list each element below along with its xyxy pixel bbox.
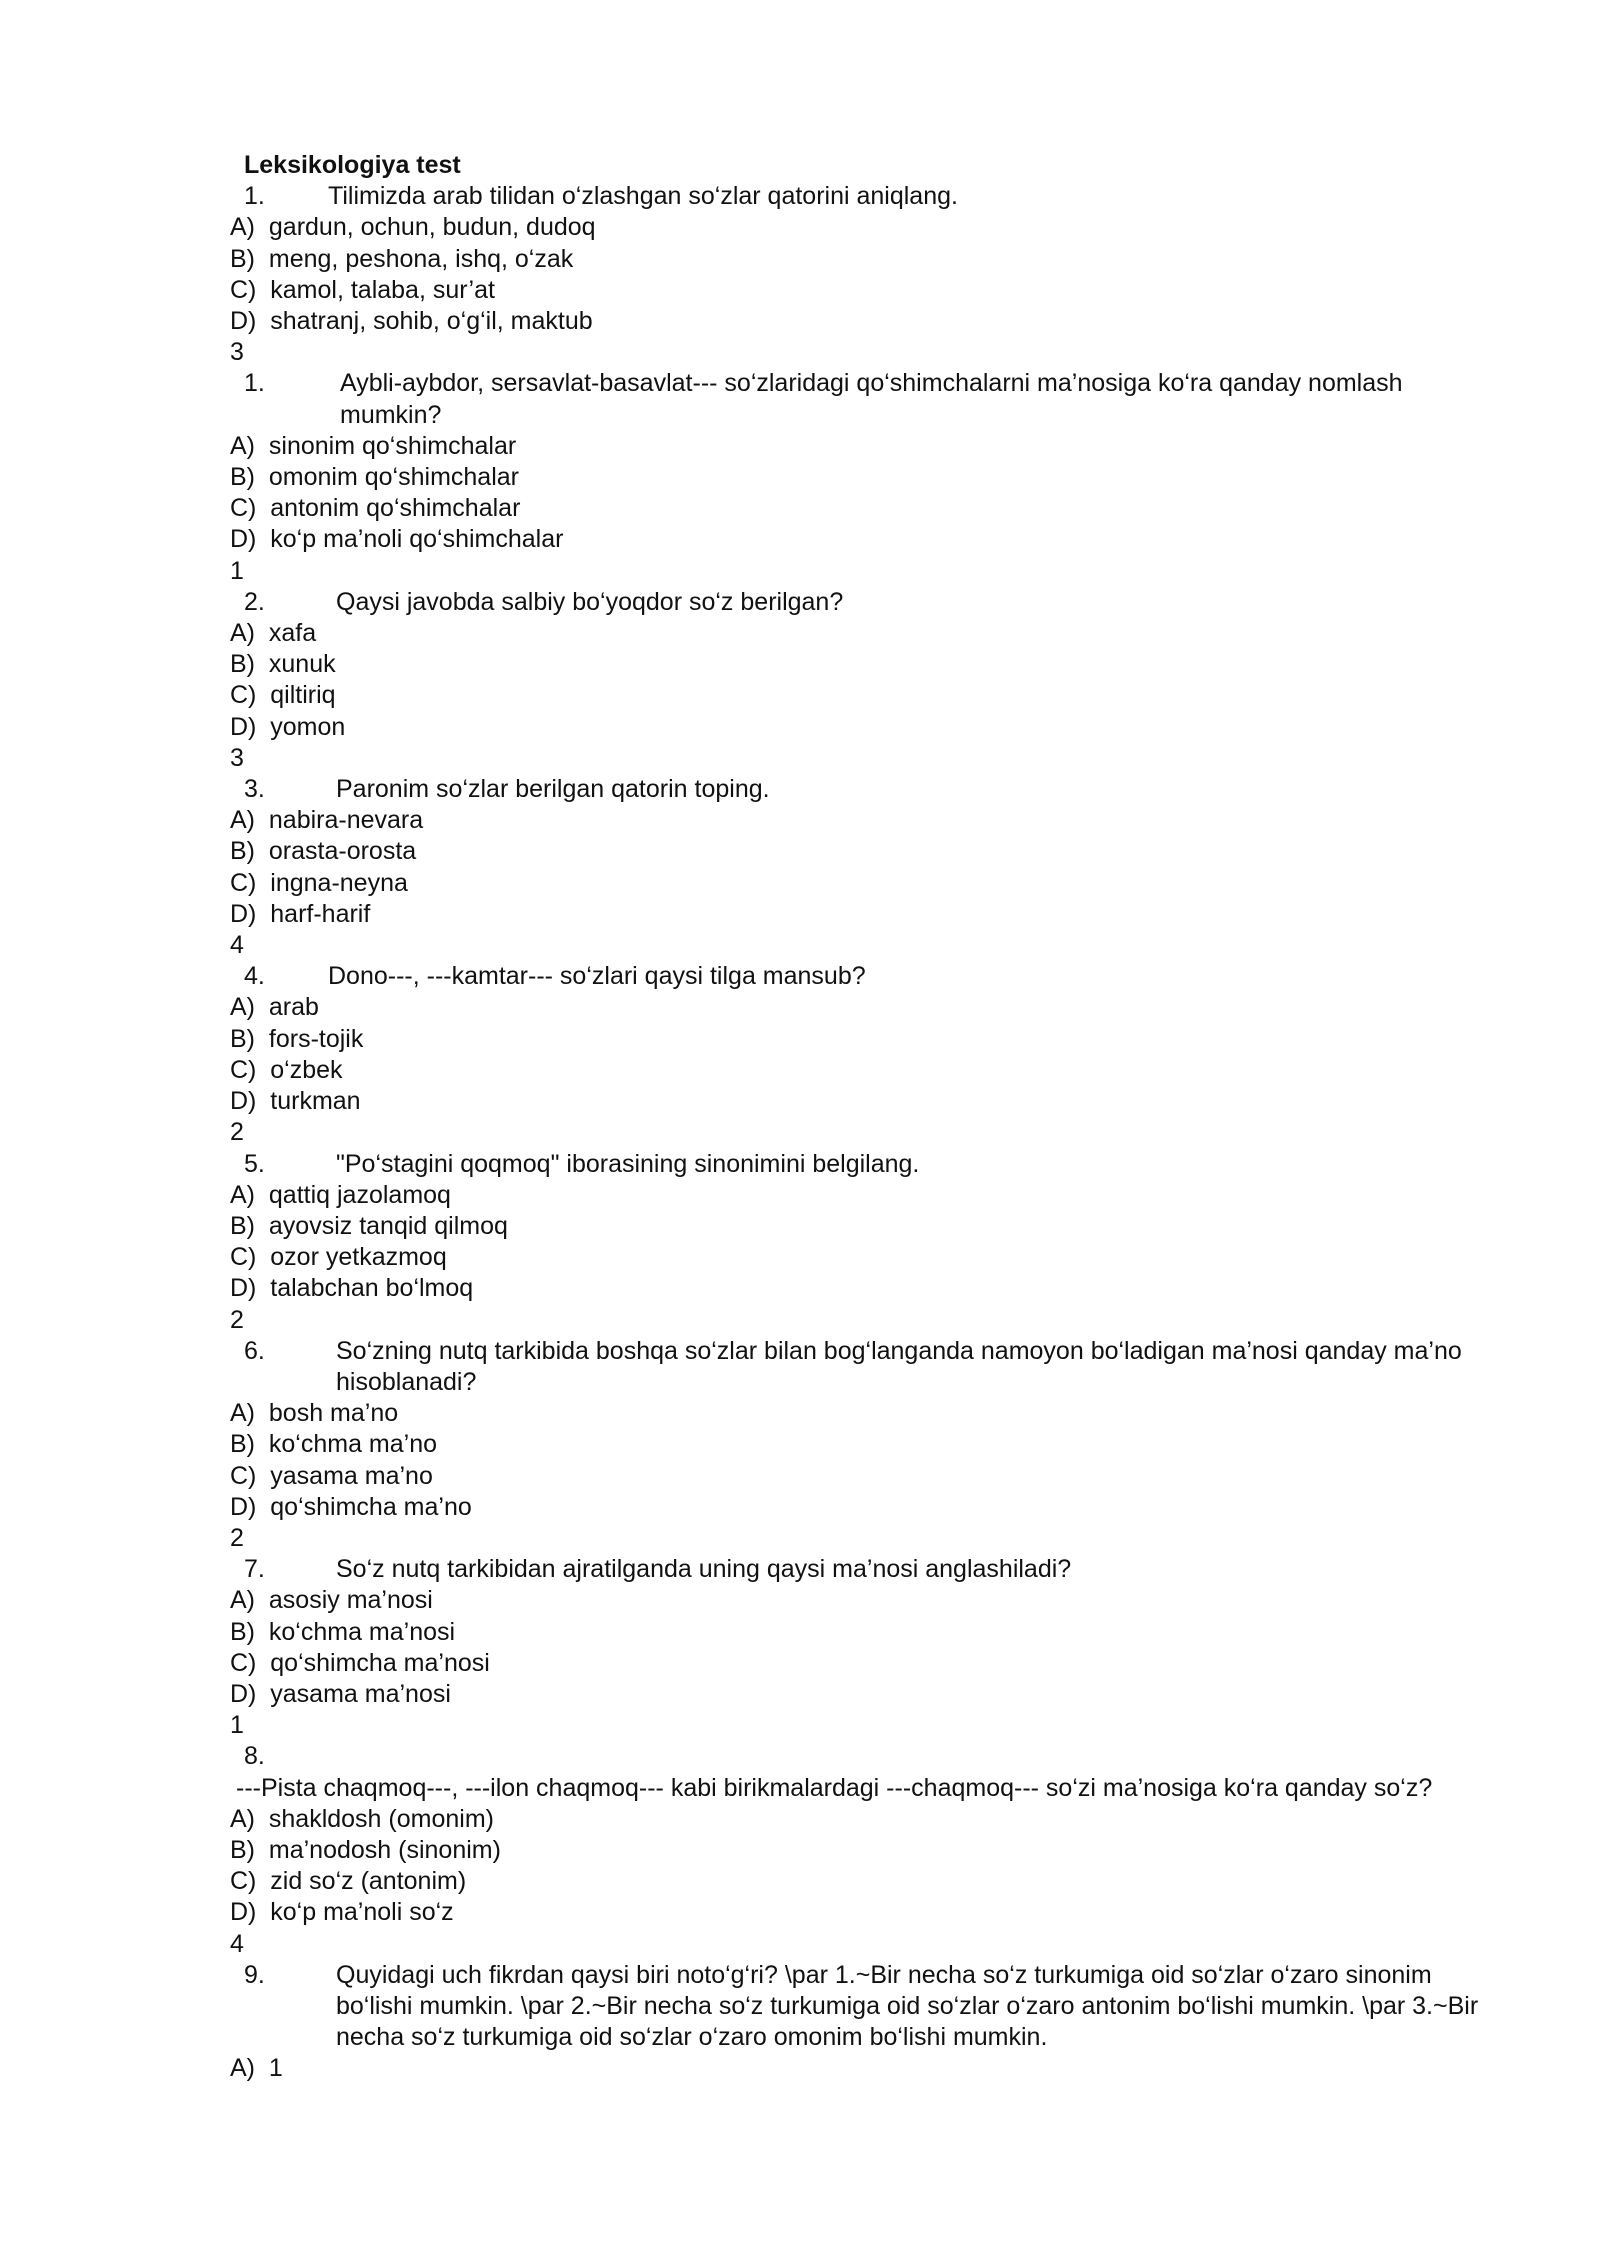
option-a: A) xafa: [230, 619, 317, 648]
question-line: [230, 774, 1500, 805]
question-number: 1.: [244, 369, 265, 398]
option-b: B) orasta-orosta: [230, 837, 417, 866]
option-a: A) qattiq jazolamoq: [230, 1180, 451, 1209]
question-text: "Po‘stagini qoqmoq" iborasining sinonimini belgilang.: [336, 1149, 920, 1178]
option-d: D) qo‘shimcha ma’no: [230, 1492, 472, 1521]
option-c: C) yasama ma’no: [230, 1461, 433, 1490]
answer-key: 2: [230, 1523, 244, 1552]
option-b: B) ma’nodosh (sinonim): [230, 1835, 501, 1864]
question-number: 9.: [244, 1960, 265, 1989]
question-number: 1.: [244, 182, 265, 211]
option-a: A) 1: [230, 2054, 283, 2083]
question-line: [230, 368, 1500, 430]
question-number: 6.: [244, 1336, 265, 1365]
question-text: Aybli-aybdor, sersavlat-basavlat--- so‘zlaridagi qo‘shimchalarni ma’nosiga ko‘ra qanday nomlash mumkin?: [340, 369, 1403, 429]
question-line: [230, 1336, 1500, 1398]
option-c: C) qo‘shimcha ma’nosi: [230, 1648, 490, 1677]
question-block: [230, 1741, 1500, 1959]
question-block: [230, 1149, 1500, 1336]
question-line: [230, 1960, 1500, 2054]
question-text: Tilimizda arab tilidan o‘zlashgan so‘zlar qatorini aniqlang.: [328, 182, 958, 211]
question-text: So‘zning nutq tarkibida boshqa so‘zlar bilan bog‘langanda namoyon bo‘ladigan ma’nosi qanday ma’no hisoblanadi?: [336, 1336, 1462, 1396]
option-a: A) arab: [230, 993, 319, 1022]
option-d: D) ko‘p ma’noli so‘z: [230, 1898, 454, 1927]
question-block: [230, 181, 1500, 368]
question-block: [230, 1960, 1500, 2085]
question-number: 8.: [244, 1742, 265, 1771]
option-a: A) shakldosh (omonim): [230, 1804, 494, 1833]
option-c: C) o‘zbek: [230, 1055, 343, 1084]
document-title: Leksikologiya test: [244, 151, 461, 179]
option-b: B) omonim qo‘shimchalar: [230, 463, 519, 492]
option-c: C) qiltiriq: [230, 681, 336, 710]
question-line: [230, 1149, 1500, 1180]
answer-key: 3: [230, 743, 244, 772]
question-number: 3.: [244, 775, 265, 804]
option-c: C) antonim qo‘shimchalar: [230, 494, 521, 523]
option-d: D) harf-harif: [230, 899, 371, 928]
question-block: [230, 587, 1500, 774]
question-line: [230, 1554, 1500, 1585]
option-a: A) sinonim qo‘shimchalar: [230, 431, 517, 460]
answer-key: 4: [230, 1929, 244, 1958]
option-d: D) shatranj, sohib, o‘g‘il, maktub: [230, 307, 593, 336]
option-c: C) ingna-neyna: [230, 868, 408, 897]
option-c: C) kamol, talaba, sur’at: [230, 275, 495, 304]
option-a: A) bosh ma’no: [230, 1399, 399, 1428]
question-text: Paronim so‘zlar berilgan qatorin toping.: [336, 775, 770, 804]
question-block: [230, 961, 1500, 1148]
option-d: D) yasama ma’nosi: [230, 1679, 451, 1708]
question-block: [230, 368, 1500, 586]
answer-key: 2: [230, 1305, 244, 1334]
question-text: Quyidagi uch fikrdan qaysi biri noto‘g‘ri? \par 1.~Bir necha so‘z turkumiga oid so‘zlar o‘zaro sinonim bo‘lishi mumkin. \par 2.~Bir necha so‘z turkumiga oid so‘zlar o‘zaro antonim bo‘lishi mumkin. \par 3.~Bir necha so‘z turkumiga oid so‘zlar o‘zaro omonim bo‘lishi mumkin.: [336, 1960, 1479, 2052]
question-block: [230, 1336, 1500, 1554]
option-b: B) ayovsiz tanqid qilmoq: [230, 1211, 508, 1240]
question-text: Dono---, ---kamtar--- so‘zlari qaysi tilga mansub?: [328, 962, 866, 991]
option-d: D) talabchan bo‘lmoq: [230, 1274, 474, 1303]
option-b: B) fors-tojik: [230, 1024, 364, 1053]
option-d: D) ko‘p ma’noli qo‘shimchalar: [230, 525, 564, 554]
question-line: [230, 1741, 1500, 1772]
option-d: D) turkman: [230, 1087, 361, 1116]
question-text: ---Pista chaqmoq---, ---ilon chaqmoq--- kabi birikmalardagi ---chaqmoq--- so‘zi ma’nosiga ko‘ra qanday so‘z?: [236, 1773, 1433, 1802]
answer-key: 3: [230, 338, 244, 367]
option-c: C) zid so‘z (antonim): [230, 1867, 467, 1896]
answer-key: 1: [230, 556, 244, 585]
question-number: 7.: [244, 1555, 265, 1584]
option-a: A) asosiy ma’nosi: [230, 1586, 433, 1615]
question-number: 5.: [244, 1149, 265, 1178]
option-a: A) nabira-nevara: [230, 806, 424, 835]
question-number: 4.: [244, 962, 265, 991]
option-c: C) ozor yetkazmoq: [230, 1243, 447, 1272]
question-block: [230, 1554, 1500, 1741]
option-b: B) ko‘chma ma’no: [230, 1430, 438, 1459]
answer-key: 2: [230, 1118, 244, 1147]
option-b: B) meng, peshona, ishq, o‘zak: [230, 244, 574, 273]
question-line: [230, 961, 1500, 992]
option-d: D) yomon: [230, 712, 346, 741]
question-text: So‘z nutq tarkibidan ajratilganda uning qaysi ma’nosi anglashiladi?: [336, 1555, 1072, 1584]
question-block: [230, 774, 1500, 961]
question-line: [230, 587, 1500, 618]
option-b: B) xunuk: [230, 650, 336, 679]
answer-key: 1: [230, 1711, 244, 1740]
option-b: B) ko‘chma ma’nosi: [230, 1617, 456, 1646]
question-number: 2.: [244, 587, 265, 616]
question-line: [230, 181, 1500, 212]
document-body: [230, 150, 1500, 2085]
option-a: A) gardun, ochun, budun, dudoq: [230, 213, 596, 242]
question-text: Qaysi javobda salbiy bo‘yoqdor so‘z berilgan?: [336, 587, 844, 616]
answer-key: 4: [230, 931, 244, 960]
